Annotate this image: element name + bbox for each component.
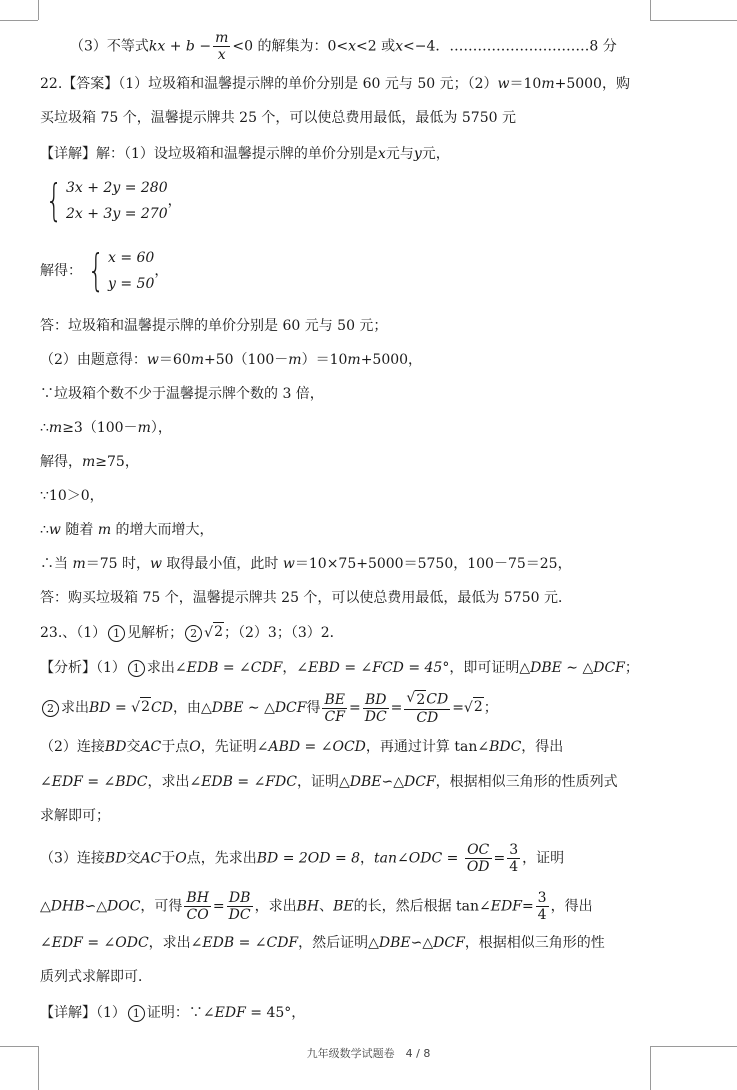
solve-line: 解得，m≥75， — [40, 454, 139, 470]
analysis-4: ∠EDF = ∠BDC，求出∠EDB = ∠FDC，证明△DBE∽△DCF，根据相似三角形的性质列式 — [40, 774, 618, 790]
analysis-1: 【分析】（1） 1 求出∠EDB = ∠CDF，∠EBD = ∠FCD = 45°，即可证明△DBE ∼ △DCF； — [40, 660, 639, 676]
equation-system-1: { 3x + 2y = 280 2x + 3y = 270 ， — [45, 175, 182, 226]
detail-22: 【详解】解：（1）设垃圾箱和温馨提示牌的单价分别是x元与y元， — [40, 146, 450, 162]
detail-23: 【详解】（1） 1 证明：∵∠EDF = 45°， — [40, 1005, 306, 1021]
line-inequality: （3）不等式kx + b − $\frac{m}{x}$ <0 的解集为：0<x<2 或x<−4．…………………………8 分 — [70, 30, 617, 63]
fraction-m-over-x: $\frac{m}{x}$ — [215, 30, 229, 63]
therefore-line-3: ∴当 m＝75 时，w 取得最小值，此时 w＝10×75+5000＝5750，100－75＝25， — [40, 556, 572, 572]
page-footer: 九年级数学试题卷 4 / 8 — [306, 1047, 431, 1060]
analysis-3: （2）连接BD交AC于点O，先证明∠ABD = ∠OCD，再通过计算 tan∠BDC，得出 — [40, 739, 564, 755]
answer-22-cont: 买垃圾箱 75 个，温馨提示牌共 25 个，可以使总费用最低，最低为 5750 元 — [40, 110, 516, 126]
answer-price: 答：垃圾箱和温馨提示牌的单价分别是 60 元与 50 元； — [40, 318, 388, 334]
answer-purchase: 答：购买垃圾箱 75 个，温馨提示牌共 25 个，可以使总费用最低，最低为 5750 元． — [40, 590, 572, 606]
analysis-5: 求解即可； — [40, 808, 110, 824]
therefore-line-1: ∴m≥3（100－m）， — [40, 420, 172, 436]
corner-mark-top-left-v — [38, 0, 39, 20]
answer-22: 22.【答案】（1）垃圾箱和温馨提示牌的单价分别是 60 元与 50 元；（2）w＝10m+5000，购 — [40, 76, 630, 92]
analysis-9: 质列式求解即可． — [40, 969, 152, 985]
analysis-8: ∠EDF = ∠ODC，求出∠EDB = ∠CDF，然后证明△DBE∽△DCF，根据相似三角形的性 — [40, 935, 605, 951]
part2-equation: （2）由题意得：w＝60m+50（100－m）＝10m+5000， — [40, 352, 423, 368]
because-line-2: ∵10＞0， — [40, 488, 104, 504]
corner-mark-top-right — [650, 20, 737, 21]
answer-23: 23.、（1） 1 见解析； 2 √ 2 ；（2）3；（3）2． — [40, 624, 344, 641]
analysis-2: 2 求出BD = √ 2 CD，由△DBE ∼ △DCF得 $\frac{BE}{CF}$ = $\frac{BD}{DC}$ = √ 2 CD CD = √ 2 ； — [40, 690, 498, 726]
therefore-line-2: ∴w 随着 m 的增大而增大， — [40, 522, 214, 538]
analysis-6: （3）连接BD交AC于O点，先求出BD = 2OD = 8，tan∠ODC = $\frac{OC}{OD}$ = $\frac{3}{4}$ ，证明 — [40, 842, 565, 875]
corner-mark-top-left — [0, 20, 38, 21]
equation-system-2: 解得： { x = 60 y = 50 ， — [40, 245, 169, 296]
analysis-7: △DHB∽△DOC，可得 $\frac{BH}{CO}$ = $\frac{DB}{DC}$ ，求出BH、BE的长，然后根据 tan∠EDF= $\frac{3}{4}$ ，得出 — [40, 890, 593, 923]
because-line-1: ∵垃圾箱个数不少于温馨提示牌个数的 3 倍， — [40, 386, 324, 402]
corner-mark-top-right-v — [650, 0, 651, 20]
